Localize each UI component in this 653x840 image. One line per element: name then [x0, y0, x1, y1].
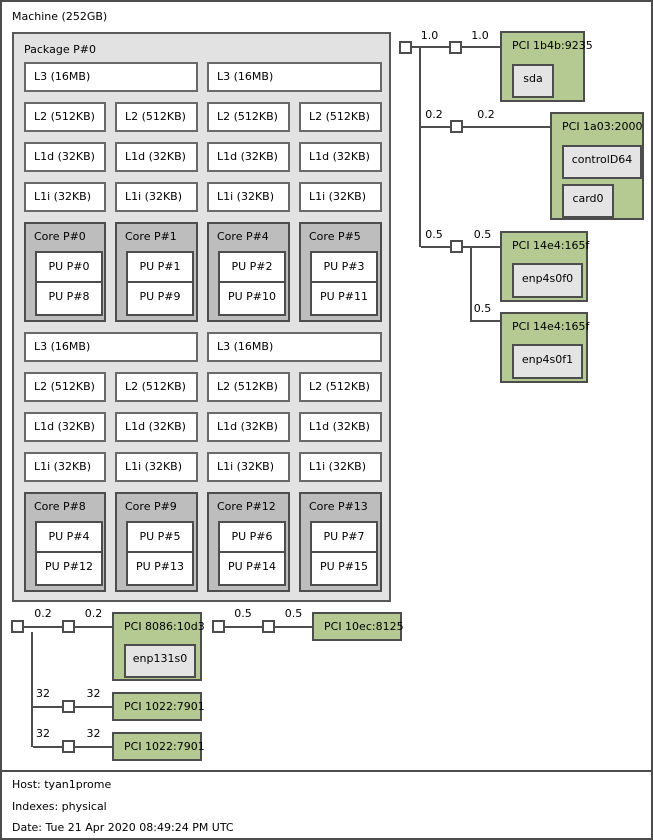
pu-box: PU P#11	[310, 281, 378, 316]
package-label: Package P#0	[24, 43, 96, 56]
link-speed-label: 0.5	[473, 228, 492, 241]
pci-bridge-square	[450, 120, 463, 133]
core-label: Core P#12	[217, 500, 276, 513]
pci-link-line	[421, 126, 450, 128]
pci-device-box	[112, 612, 205, 681]
os-device-box: enp131s0	[124, 644, 196, 678]
l1i-cache: L1i (32KB)	[115, 182, 198, 212]
pci-device-box	[500, 312, 588, 383]
l3-cache: L3 (16MB)	[207, 62, 382, 92]
package-box	[12, 32, 391, 602]
l1d-cache: L1d (32KB)	[24, 142, 106, 172]
core-label: Core P#9	[125, 500, 177, 513]
pci-link-line	[275, 626, 312, 628]
pci-link-line	[33, 746, 62, 748]
link-speed-label: 0.2	[84, 607, 103, 620]
l1i-cache: L1i (32KB)	[299, 452, 382, 482]
l1i-cache: L1i (32KB)	[207, 182, 290, 212]
pu-box: PU P#7	[310, 521, 378, 556]
core-box	[115, 222, 198, 322]
pu-box: PU P#1	[126, 251, 194, 286]
pu-box: PU P#4	[35, 521, 103, 556]
os-device-box: sda	[512, 64, 554, 98]
l2-cache: L2 (512KB)	[115, 102, 198, 132]
l1i-cache: L1i (32KB)	[115, 452, 198, 482]
l2-cache: L2 (512KB)	[299, 372, 382, 402]
pu-box: PU P#6	[218, 521, 286, 556]
link-speed-label: 0.2	[425, 108, 443, 121]
pu-box: PU P#13	[126, 551, 194, 586]
core-label: Core P#13	[309, 500, 368, 513]
pci-bridge-square	[62, 700, 75, 713]
l3-cache: L3 (16MB)	[207, 332, 382, 362]
l1i-cache: L1i (32KB)	[24, 452, 106, 482]
l1d-cache: L1d (32KB)	[299, 412, 382, 442]
l2-cache: L2 (512KB)	[24, 372, 106, 402]
footer-host: Host: tyan1prome	[12, 778, 112, 791]
pu-box: PU P#15	[310, 551, 378, 586]
l2-cache: L2 (512KB)	[115, 372, 198, 402]
pci-device-label: PCI 14e4:165f	[512, 239, 590, 252]
pci-device-box	[500, 31, 593, 102]
core-label: Core P#0	[34, 230, 86, 243]
core-label: Core P#1	[125, 230, 177, 243]
l1d-cache: L1d (32KB)	[115, 142, 198, 172]
hostbridge-square	[11, 620, 24, 633]
link-speed-label: 0.5	[473, 302, 492, 315]
pci-link-line	[33, 706, 62, 708]
pci-device-label: PCI 1b4b:9235	[512, 39, 593, 52]
l1i-cache: L1i (32KB)	[24, 182, 106, 212]
pci-device-box: PCI 10ec:8125	[312, 612, 402, 641]
core-box	[299, 492, 382, 592]
core-box	[24, 492, 106, 592]
pci-link-line	[75, 706, 112, 708]
pu-box: PU P#5	[126, 521, 194, 556]
pci-link-line	[75, 626, 112, 628]
pci-link-line	[412, 46, 449, 48]
machine-label: Machine (252GB)	[12, 10, 108, 23]
os-device-box: enp4s0f1	[512, 344, 583, 379]
link-speed-label: 0.5	[234, 607, 252, 620]
pci-link-line	[24, 626, 62, 628]
pci-trunk-line	[419, 48, 421, 247]
pu-box: PU P#8	[35, 281, 103, 316]
link-speed-label: 0.2	[477, 108, 495, 121]
core-box	[207, 492, 290, 592]
core-label: Core P#8	[34, 500, 86, 513]
l2-cache: L2 (512KB)	[207, 102, 290, 132]
pci-link-line	[225, 626, 262, 628]
l1d-cache: L1d (32KB)	[24, 412, 106, 442]
pci-link-line	[463, 246, 500, 248]
link-speed-label: 0.5	[425, 228, 443, 241]
pci-device-label: PCI 8086:10d3	[124, 620, 205, 633]
pu-box: PU P#0	[35, 251, 103, 286]
l2-cache: L2 (512KB)	[207, 372, 290, 402]
pci-device-label: PCI 1a03:2000	[562, 120, 643, 133]
l2-cache: L2 (512KB)	[24, 102, 106, 132]
link-speed-label: 32	[86, 687, 101, 700]
pci-device-label: PCI 14e4:165f	[512, 320, 590, 333]
pci-device-box: PCI 1022:7901	[112, 692, 202, 721]
link-speed-label: 32	[36, 727, 50, 740]
l1i-cache: L1i (32KB)	[207, 452, 290, 482]
pu-box: PU P#12	[35, 551, 103, 586]
pci-device-box: PCI 1022:7901	[112, 732, 202, 761]
os-device-box: controlD64	[562, 145, 642, 179]
pci-bridge-square	[62, 620, 75, 633]
l1d-cache: L1d (32KB)	[299, 142, 382, 172]
core-box	[115, 492, 198, 592]
pci-link-line	[472, 320, 500, 322]
pu-box: PU P#2	[218, 251, 286, 286]
link-speed-label: 1.0	[471, 29, 489, 42]
hostbridge-square	[212, 620, 225, 633]
os-device-box: card0	[562, 184, 614, 218]
pci-bridge-square	[262, 620, 275, 633]
link-speed-label: 32	[86, 727, 101, 740]
l3-cache: L3 (16MB)	[24, 332, 198, 362]
pu-box: PU P#3	[310, 251, 378, 286]
pci-bridge-square	[62, 740, 75, 753]
link-speed-label: 0.5	[284, 607, 303, 620]
pci-link-line	[463, 126, 550, 128]
l1d-cache: L1d (32KB)	[207, 142, 290, 172]
pci-link-line	[421, 246, 450, 248]
core-box	[299, 222, 382, 322]
pci-device-box	[550, 112, 644, 220]
l1d-cache: L1d (32KB)	[115, 412, 198, 442]
l2-cache: L2 (512KB)	[299, 102, 382, 132]
l1d-cache: L1d (32KB)	[207, 412, 290, 442]
pu-box: PU P#10	[218, 281, 286, 316]
l3-cache: L3 (16MB)	[24, 62, 198, 92]
core-box	[24, 222, 106, 322]
core-label: Core P#5	[309, 230, 361, 243]
core-box	[207, 222, 290, 322]
pu-box: PU P#14	[218, 551, 286, 586]
pu-box: PU P#9	[126, 281, 194, 316]
link-speed-label: 1.0	[420, 29, 439, 42]
footer-indexes: Indexes: physical	[12, 800, 107, 813]
pci-bridge-square	[450, 240, 463, 253]
core-label: Core P#4	[217, 230, 269, 243]
pci-link-line	[75, 746, 112, 748]
footer-date: Date: Tue 21 Apr 2020 08:49:24 PM UTC	[12, 821, 234, 834]
link-speed-label: 32	[36, 687, 50, 700]
l1i-cache: L1i (32KB)	[299, 182, 382, 212]
link-speed-label: 0.2	[34, 607, 52, 620]
pci-device-box	[500, 231, 588, 302]
os-device-box: enp4s0f0	[512, 263, 583, 298]
footer-separator	[2, 770, 651, 772]
pci-link-line	[462, 46, 500, 48]
